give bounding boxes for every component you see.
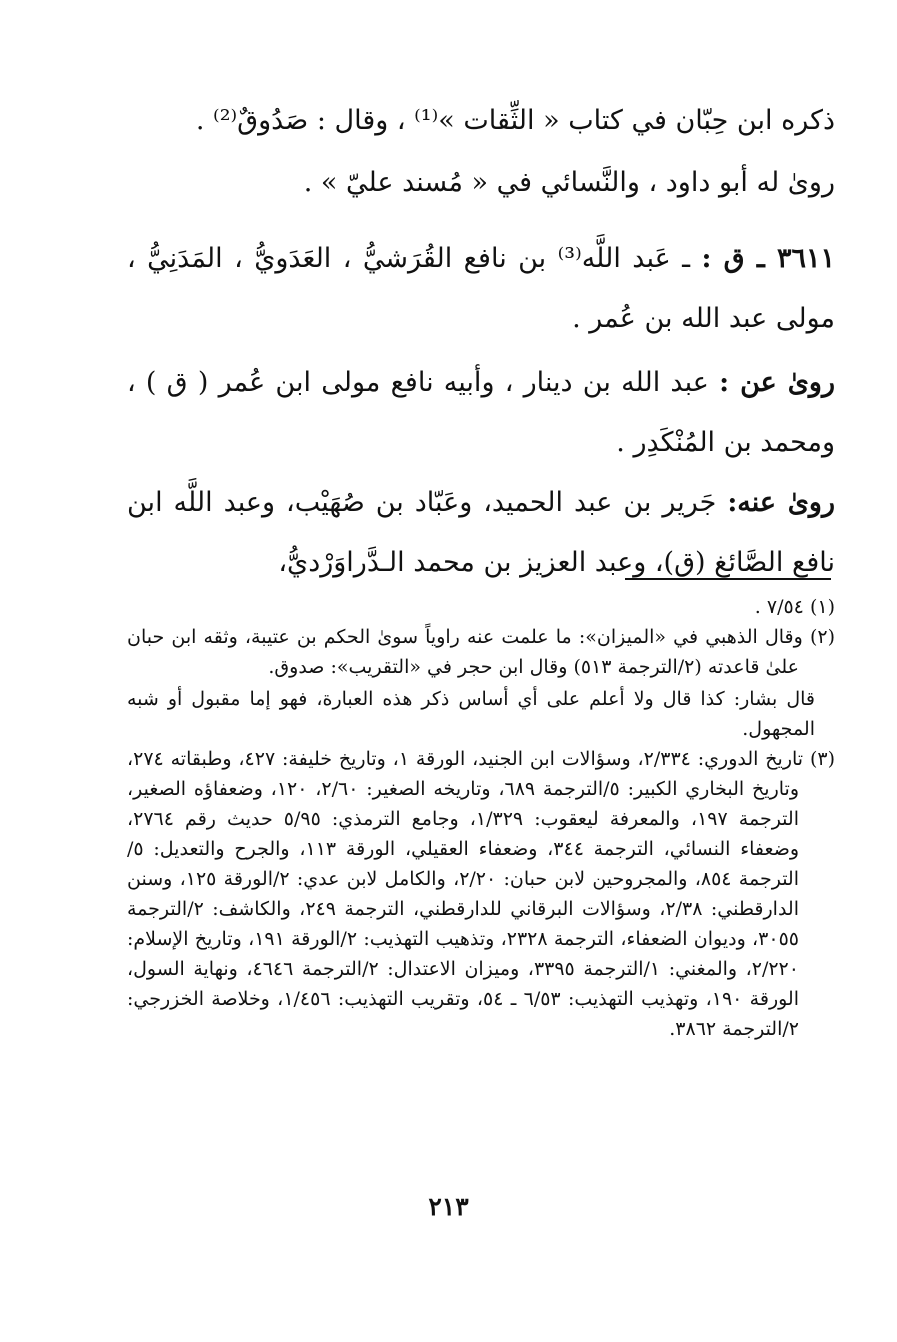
footnote-2: (٢) وقال الذهبي في «الميزان»: ما علمت عنه راوياً سوىٰ الحكم بن عتيبة، وثقه ابن حبان علىٰ قاعدته (٢/الترجمة ٥١٣) وقال ابن حجر في «التقريب»: صدوق. bbox=[127, 626, 835, 678]
paragraph-1-text: ذكره ابن حِبّان في كتاب « الثِّقات »⁽¹⁾ ، وقال : صَدُوقٌ⁽²⁾ . bbox=[195, 105, 835, 136]
footnote-2-note: قال بشار: كذا قال ولا أعلم على أي أساس ذكر هذه العبارة، فهو إما مقبول أو شبه المجهول. bbox=[127, 688, 815, 740]
paragraph-2-text: روىٰ له أبو داود ، والنَّسائي في « مُسند عليّ » . bbox=[303, 167, 835, 198]
footnote-divider bbox=[625, 578, 831, 580]
narrated-from-label: روىٰ عن : bbox=[719, 367, 835, 398]
body-paragraph-1 bbox=[127, 91, 835, 151]
entry-text: ـ عَبد اللَّه⁽³⁾ بن نافع القُرَشيُّ ، العَدَويُّ ، المَدَنِيُّ ، مولى عبد الله بن عُمر . bbox=[127, 243, 835, 334]
body-paragraph-2 bbox=[127, 153, 835, 213]
footnotes bbox=[127, 592, 835, 1044]
narrated-from-text: عبد الله بن دينار ، وأبيه نافع مولى ابن عُمر ( ق ) ، ومحمد بن المُنْكَدِر . bbox=[127, 367, 835, 458]
narrated-by-paragraph bbox=[127, 473, 835, 593]
entry-number: ٣٦١١ ـ ق : bbox=[701, 243, 835, 274]
narrated-by-label: روىٰ عنه: bbox=[727, 487, 835, 518]
narrated-from-paragraph bbox=[127, 353, 835, 473]
entry-paragraph bbox=[127, 229, 835, 349]
narrated-by-text: جَرير بن عبد الحميد، وعَبّاد بن صُهَيْب، وعبد اللَّه ابن نافع الصَّائغ (ق)، وعبد العزيز بن محمد الـدَّراوَرْديُّ، bbox=[127, 487, 835, 578]
footnote-3: (٣) تاريخ الدوري: ٢/٣٣٤، وسؤالات ابن الجنيد، الورقة ١، وتاريخ خليفة: ٤٢٧، وطبقاته ٢٧٤، وتاريخ البخاري الكبير: ٥/الترجمة ٦٨٩، وتاريخه الصغير: ٢/٦٠، ١٢٠، وضعفاؤه الصغير، الترجمة ١٩٧، والمعرفة ليعقوب: ١/٣٢٩، وجامع الترمذي: ٥/٩٥ حديث رقم ٢٧٦٤، وضعفاء النسائي، الترجمة ٣٤٤، وضعفاء العقيلي، الورقة ١١٣، والجرح والتعديل: ٥/الترجمة ٨٥٤، والمجروحين لابن حبان: ٢/٢٠، والكامل لابن عدي: ٢/الورقة ١٢٥، وسنن الدارقطني: ٢/٣٨، وسؤالات البرقاني للدارقطني، الترجمة ٢٤٩، والكاشف: ٢/الترجمة ٣٠٥٥، وديوان الضعفاء، الترجمة ٢٣٢٨، وتذهيب التهذيب: ٢/الورقة ١٩١، وتاريخ الإسلام: ٢/٢٢٠، والمغني: ١/الترجمة ٣٣٩٥، وميزان الاعتدال: ٢/الترجمة ٤٦٤٦، ونهاية السول، الورقة ١٩٠، وتهذيب التهذيب: ٦/٥٣ ـ ٥٤، وتقريب التهذيب: ١/٤٥٦، وخلاصة الخزرجي: ٢/الترجمة ٣٨٦٢. bbox=[127, 748, 835, 1040]
page-number: ٢١٣ bbox=[428, 1192, 469, 1221]
footnote-1: (١) ٧/٥٤ . bbox=[754, 596, 835, 618]
